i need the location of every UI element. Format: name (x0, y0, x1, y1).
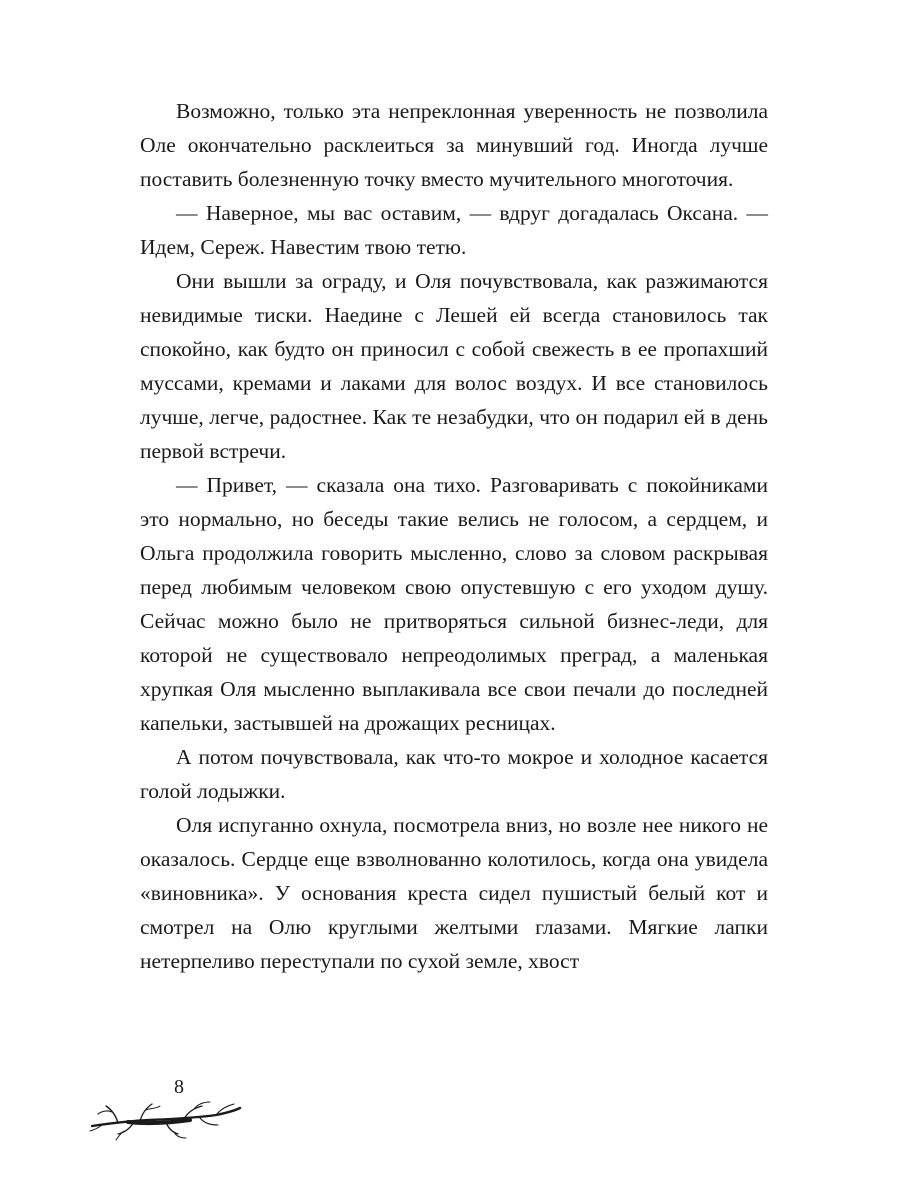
paragraph-3: Они вышли за ограду, и Оля почувствовала, как разжимаются невидимые тиски. Наедине с Лешей ей всегда становилось так спокойно, как будто он приносил с собой свежесть в ее пропахший муссами, кремами и лаками для волос воздух. И все становилось лучше, легче, радостнее. Как те незабудки, что он подарил ей в день первой встречи. (140, 269, 768, 463)
page-number: 8 (174, 1076, 184, 1098)
branch-ornament-icon (88, 1090, 243, 1142)
book-page-body (140, 94, 768, 978)
paragraph-2: — Наверное, мы вас оставим, — вдруг догадалась Оксана. — Идем, Сереж. Навестим твою тетю. (140, 201, 768, 259)
paragraph-1: Возможно, только эта непреклонная уверенность не позволила Оле окончательно расклеиться за минувший год. Иногда лучше поставить болезненную точку вместо мучительного многоточия. (140, 99, 768, 191)
paragraph-4: — Привет, — сказала она тихо. Разговаривать с покойниками это нормально, но беседы такие велись не голосом, а сердцем, и Ольга продолжила говорить мысленно, слово за словом раскрывая перед любимым человеком свою опустевшую с его уходом душу. Сейчас можно было не притворяться сильной бизнес-леди, для которой не существовало непреодолимых преград, а маленькая хрупкая Оля мысленно выплакивала все свои печали до последней капельки, застывшей на дрожащих ресницах. (140, 473, 768, 735)
paragraph-6: Оля испуганно охнула, посмотрела вниз, но возле нее никого не оказалось. Сердце еще взволнованно колотилось, когда она увидела «виновника». У основания креста сидел пушистый белый кот и смотрел на Олю круглыми желтыми глазами. Мягкие лапки нетерпеливо переступали по сухой земле, хвост (140, 813, 768, 973)
page-footer (88, 1074, 248, 1144)
paragraph-5: А потом почувствовала, как что-то мокрое и холодное касается голой лодыжки. (140, 745, 768, 803)
